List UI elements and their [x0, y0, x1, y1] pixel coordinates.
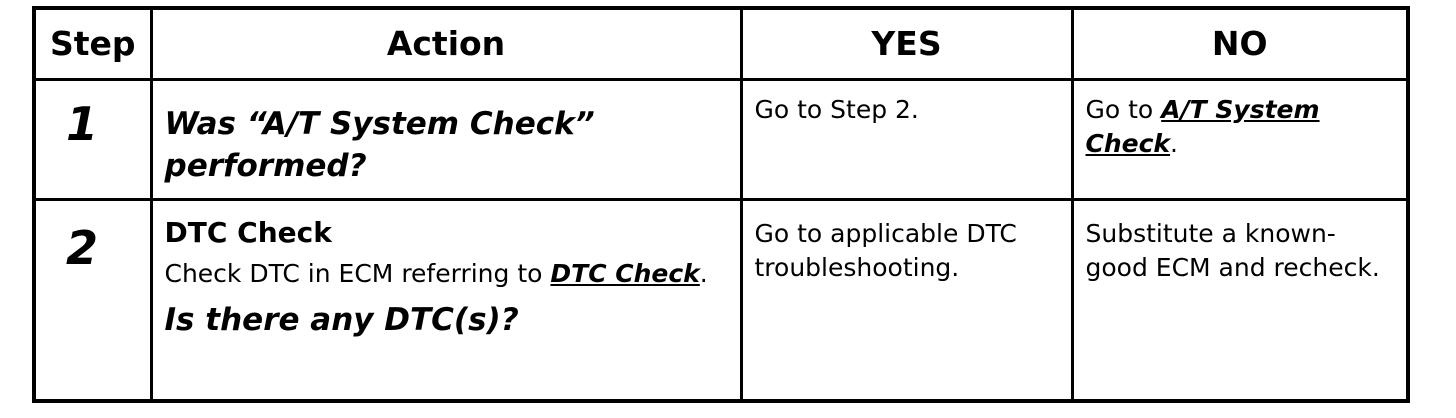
table-row	[34, 200, 1408, 401]
body-text-suffix: .	[699, 259, 708, 289]
action-question: Is there any DTC(s)?	[164, 302, 519, 339]
no-cell	[1072, 79, 1408, 200]
action-cell	[151, 79, 741, 200]
no-text-prefix: Go to	[1085, 94, 1162, 124]
header-row	[34, 8, 1408, 79]
header-yes: YES	[741, 8, 1072, 79]
action-subhead: DTC Check	[164, 216, 332, 250]
header-action: Action	[151, 8, 741, 79]
yes-cell: Go to Step 2.	[741, 79, 1072, 200]
header-no: NO	[1072, 8, 1408, 79]
diagnostic-table	[32, 6, 1410, 403]
yes-cell: Go to applicable DTC troubleshooting.	[741, 200, 1072, 401]
header-step: Step	[34, 8, 151, 79]
action-body	[165, 257, 730, 291]
step-number: 2	[34, 200, 151, 401]
a-t-system-check-link[interactable]: A/T System Check	[1085, 94, 1320, 158]
no-text-suffix: .	[1170, 128, 1178, 158]
step-number: 1	[34, 79, 151, 200]
action-cell	[151, 200, 741, 401]
action-question: Was “A/T System Check” performed?	[164, 105, 595, 184]
dtc-check-link[interactable]: DTC Check	[550, 259, 700, 289]
no-cell: Substitute a known-good ECM and recheck.	[1072, 200, 1408, 401]
body-text-prefix: Check DTC in ECM referring to	[164, 259, 551, 289]
table-row	[34, 79, 1408, 200]
